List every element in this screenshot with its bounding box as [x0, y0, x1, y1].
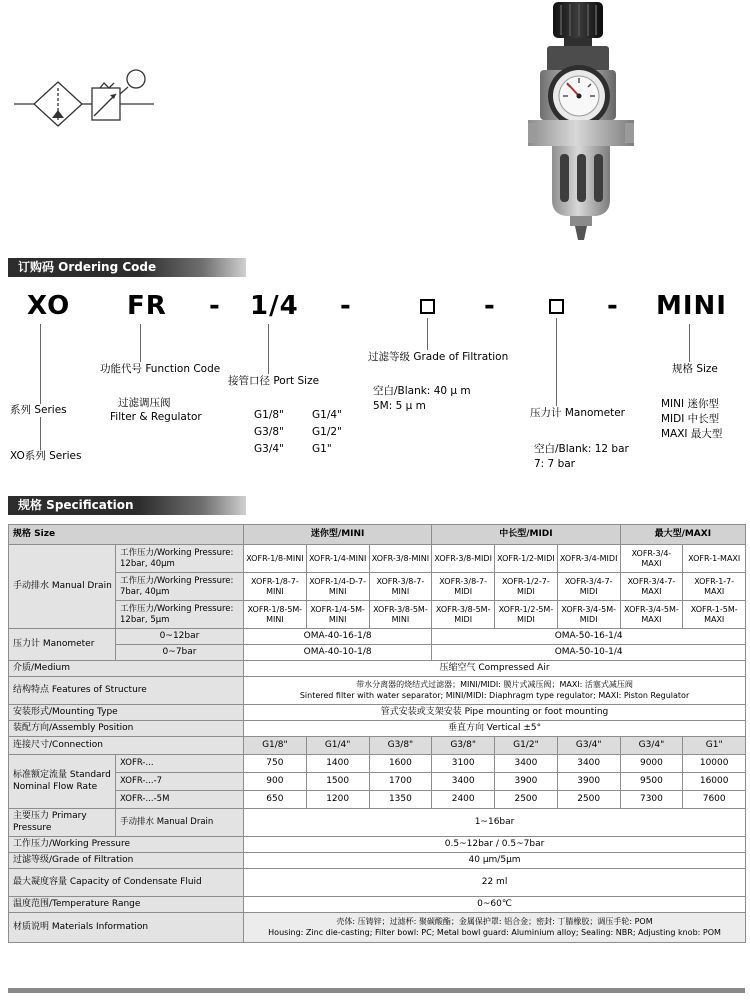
label-flow-rate: 标准额定流量 Standard Nominal Flow Rate	[9, 755, 116, 809]
port-option: G1"	[312, 443, 332, 455]
flow-row-2	[9, 773, 746, 791]
model-cell: XOFR-1/2-7-MIDI	[495, 573, 558, 601]
model-cell: XOFR-1/8-MINI	[244, 545, 307, 573]
port-option: G1/4"	[312, 409, 342, 421]
model-cell: XOFR-3/4-MAXI	[620, 545, 683, 573]
label-primary-pressure: 主要压力 Primary Pressure	[9, 809, 116, 837]
code-port: 1/4	[250, 291, 299, 321]
page-footer-rule	[8, 988, 745, 993]
model-cell: XOFR-3/4-7-MAXI	[620, 573, 683, 601]
code-separator: -	[340, 291, 352, 321]
features-value	[244, 677, 746, 705]
port-option: G1/8"	[254, 409, 284, 421]
section-header-specification	[8, 496, 246, 515]
series-value: XO系列 Series	[10, 450, 82, 462]
function-value-cn: 过滤调压阀	[118, 397, 171, 409]
model-cell: XOFR-3/8-7-MINI	[369, 573, 432, 601]
flow-value-cell: 9500	[620, 773, 683, 791]
flow-value-cell: 650	[244, 791, 307, 809]
code-size: MINI	[656, 291, 727, 321]
medium-row	[9, 661, 746, 677]
manometer-option: 空白/Blank: 12 bar	[534, 443, 629, 455]
manometer-model-mini: OMA-40-16-1/8	[244, 629, 432, 645]
drain-row-1	[9, 545, 746, 573]
flow-value-cell: 3900	[495, 773, 558, 791]
manometer-range: 0~12bar	[116, 629, 244, 645]
callout-line-manometer	[556, 318, 557, 406]
features-line-en: Sintered filter with water separator; MINI/MIDI: Diaphragm type regulator; MAXI: Piston Regulator	[299, 690, 690, 700]
code-separator: -	[209, 291, 221, 321]
flow-variant: XOFR-...-7	[116, 773, 244, 791]
flow-value-cell: 7300	[620, 791, 683, 809]
flow-value-cell: 3400	[432, 773, 495, 791]
header-midi: 中长型/MIDI	[432, 525, 620, 545]
size-option: MINI 迷你型	[661, 398, 719, 410]
temperature-value: 0~60℃	[244, 897, 746, 913]
model-cell: XOFR-3/8-MINI	[369, 545, 432, 573]
model-cell: XOFR-3/4-7-MIDI	[557, 573, 620, 601]
model-cell: XOFR-1/2-MIDI	[495, 545, 558, 573]
header-mini: 迷你型/MINI	[244, 525, 432, 545]
model-cell: XOFR-3/4-5M-MIDI	[557, 601, 620, 629]
connection-row	[9, 737, 746, 755]
callout-line-function	[140, 324, 141, 362]
flow-value-cell: 1500	[306, 773, 369, 791]
callout-line-filtration	[427, 318, 428, 350]
size-label: 规格 Size	[672, 363, 718, 375]
spec-header-row	[9, 525, 746, 545]
port-option: G3/4"	[254, 443, 284, 455]
manometer-options	[532, 442, 631, 472]
flow-value-cell: 1400	[306, 755, 369, 773]
manometer-option: 7: 7 bar	[534, 458, 575, 470]
filtration-option: 空白/Blank: 40 μ m	[373, 385, 471, 397]
manometer-model-midi-maxi: OMA-50-10-1/4	[432, 645, 746, 661]
manometer-row-2	[9, 645, 746, 661]
port-size-label: 接管口径 Port Size	[228, 375, 320, 387]
flow-value-cell: 2400	[432, 791, 495, 809]
section-header-ordering-code	[8, 258, 246, 277]
label-features: 结构特点 Features of Structure	[9, 677, 244, 705]
model-cell: XOFR-1-7-MAXI	[683, 573, 746, 601]
function-value-en: Filter & Regulator	[110, 411, 202, 423]
label-assembly: 装配方向/Assembly Position	[9, 721, 244, 737]
flow-value-cell: 9000	[620, 755, 683, 773]
header-size: 规格 Size	[9, 525, 244, 545]
flow-value-cell: 2500	[557, 791, 620, 809]
flow-value-cell: 1700	[369, 773, 432, 791]
filtration-options	[371, 384, 473, 414]
manometer-model-midi-maxi: OMA-50-16-1/4	[432, 629, 746, 645]
model-cell: XOFR-3/8-MIDI	[432, 545, 495, 573]
size-options	[659, 397, 724, 442]
flow-value-cell: 3900	[557, 773, 620, 791]
connection-cell: G1/4"	[306, 737, 369, 755]
code-separator: -	[607, 291, 619, 321]
model-cell: XOFR-1-5M-MAXI	[683, 601, 746, 629]
temperature-row	[9, 897, 746, 913]
model-cell: XOFR-1/2-5M-MIDI	[495, 601, 558, 629]
product-photo	[500, 0, 665, 245]
primary-pressure-row	[9, 809, 746, 837]
pneumatic-symbol-diagram	[14, 66, 154, 132]
manometer-range: 0~7bar	[116, 645, 244, 661]
assembly-row	[9, 721, 746, 737]
specification-table	[8, 524, 746, 943]
connection-cell: G1"	[683, 737, 746, 755]
callout-line-series	[40, 324, 41, 450]
header-maxi: 最大型/MAXI	[620, 525, 746, 545]
flow-value-cell: 3100	[432, 755, 495, 773]
flow-value-cell: 3400	[495, 755, 558, 773]
connection-cell: G1/8"	[244, 737, 307, 755]
flow-value-cell: 1200	[306, 791, 369, 809]
flow-value-cell: 2500	[495, 791, 558, 809]
flow-value-cell: 900	[244, 773, 307, 791]
flow-row-1	[9, 755, 746, 773]
drain-row-3	[9, 601, 746, 629]
label-medium: 介质/Medium	[9, 661, 244, 677]
connection-cell: G1/2"	[495, 737, 558, 755]
code-function: FR	[127, 291, 167, 321]
model-cell: XOFR-1/8-5M-MINI	[244, 601, 307, 629]
flow-variant: XOFR-...	[116, 755, 244, 773]
connection-cell: G3/4"	[557, 737, 620, 755]
materials-value	[244, 913, 746, 943]
model-cell: XOFR-1-MAXI	[683, 545, 746, 573]
connection-cell: G3/8"	[432, 737, 495, 755]
label-materials: 材质说明 Materials Information	[9, 913, 244, 943]
label-manual-drain: 手动排水 Manual Drain	[9, 545, 116, 629]
series-label: 系列 Series	[10, 404, 67, 416]
size-option: MAXI 最大型	[661, 428, 723, 440]
code-separator: -	[484, 291, 496, 321]
ordering-title: 订购码 Ordering Code	[18, 260, 157, 274]
spec-title: 规格 Specification	[18, 498, 134, 512]
condensate-row	[9, 869, 746, 897]
drain-row-2	[9, 573, 746, 601]
model-cell: XOFR-3/4-MIDI	[557, 545, 620, 573]
flow-row-3	[9, 791, 746, 809]
flow-value-cell: 10000	[683, 755, 746, 773]
label-manometer: 压力计 Manometer	[9, 629, 116, 661]
grade-value: 40 μm/5μm	[244, 853, 746, 869]
drain-condition: 工作压力/Working Pressure: 12bar, 5μm	[116, 601, 244, 629]
flow-value-cell: 3400	[557, 755, 620, 773]
label-condensate: 最大凝度容量 Capacity of Condensate Fluid	[9, 869, 244, 897]
code-series: XO	[27, 291, 71, 321]
callout-line-port	[268, 324, 269, 374]
function-code-label: 功能代号 Function Code	[100, 363, 221, 375]
drain-condition: 工作压力/Working Pressure: 7bar, 40μm	[116, 573, 244, 601]
flow-value-cell: 7600	[683, 791, 746, 809]
primary-pressure-value: 1~16bar	[244, 809, 746, 837]
working-pressure-row	[9, 837, 746, 853]
assembly-value: 垂直方向 Vertical ±5°	[244, 721, 746, 737]
filtration-label: 过滤等级 Grade of Filtration	[368, 351, 509, 363]
flow-value-cell: 16000	[683, 773, 746, 791]
mounting-value: 管式安装或支架安装 Pipe mounting or foot mounting	[244, 705, 746, 721]
materials-row	[9, 913, 746, 943]
filtration-option: 5M: 5 μ m	[373, 400, 426, 412]
materials-line-cn: 壳体: 压铸锌；过滤杯: 聚碳酸酯；金属保护罩: 铝合金；密封: 丁腈橡胶；调压手轮: POM	[336, 916, 653, 926]
features-line-cn: 带水分离器的烧结式过滤器；MINI/MIDI: 膜片式减压阀；MAXI: 活塞式减压阀	[356, 679, 633, 689]
port-size-options	[252, 408, 344, 457]
manometer-label: 压力计 Manometer	[530, 407, 625, 419]
primary-sub-label: 手动排水 Manual Drain	[116, 809, 244, 837]
flow-variant: XOFR-...-5M	[116, 791, 244, 809]
mounting-row	[9, 705, 746, 721]
materials-line-en: Housing: Zinc die-casting; Filter bowl: PC; Metal bowl guard: Aluminium alloy; Sealing: NBR; Adjusting knob: POM	[268, 927, 721, 937]
model-cell: XOFR-1/4-D-7-MINI	[306, 573, 369, 601]
label-grade: 过滤等级/Grade of Filtration	[9, 853, 244, 869]
callout-line-size	[689, 324, 690, 362]
port-option: G1/2"	[312, 426, 342, 438]
features-row	[9, 677, 746, 705]
flow-value-cell: 750	[244, 755, 307, 773]
size-option: MIDI 中长型	[661, 413, 720, 425]
port-option: G3/8"	[254, 426, 284, 438]
grade-row	[9, 853, 746, 869]
flow-value-cell: 1350	[369, 791, 432, 809]
model-cell: XOFR-1/4-5M-MINI	[306, 601, 369, 629]
condensate-value: 22 ml	[244, 869, 746, 897]
working-pressure-value: 0.5~12bar / 0.5~7bar	[244, 837, 746, 853]
flow-value-cell: 1600	[369, 755, 432, 773]
label-temperature: 温度范围/Temperature Range	[9, 897, 244, 913]
label-working-pressure: 工作压力/Working Pressure	[9, 837, 244, 853]
model-cell: XOFR-1/8-7-MINI	[244, 573, 307, 601]
model-cell: XOFR-3/8-7-MIDI	[432, 573, 495, 601]
manometer-row-1	[9, 629, 746, 645]
model-cell: XOFR-3/8-5M-MINI	[369, 601, 432, 629]
code-placeholder-filtration	[420, 299, 435, 314]
label-mounting: 安装形式/Mounting Type	[9, 705, 244, 721]
connection-cell: G3/4"	[620, 737, 683, 755]
label-connection: 连接尺寸/Connection	[9, 737, 244, 755]
medium-value: 压缩空气 Compressed Air	[244, 661, 746, 677]
manometer-model-mini: OMA-40-10-1/8	[244, 645, 432, 661]
drain-condition: 工作压力/Working Pressure: 12bar, 40μm	[116, 545, 244, 573]
model-cell: XOFR-1/4-MINI	[306, 545, 369, 573]
model-cell: XOFR-3/8-5M-MIDI	[432, 601, 495, 629]
code-placeholder-manometer	[549, 299, 564, 314]
connection-cell: G3/8"	[369, 737, 432, 755]
model-cell: XOFR-3/4-5M-MAXI	[620, 601, 683, 629]
